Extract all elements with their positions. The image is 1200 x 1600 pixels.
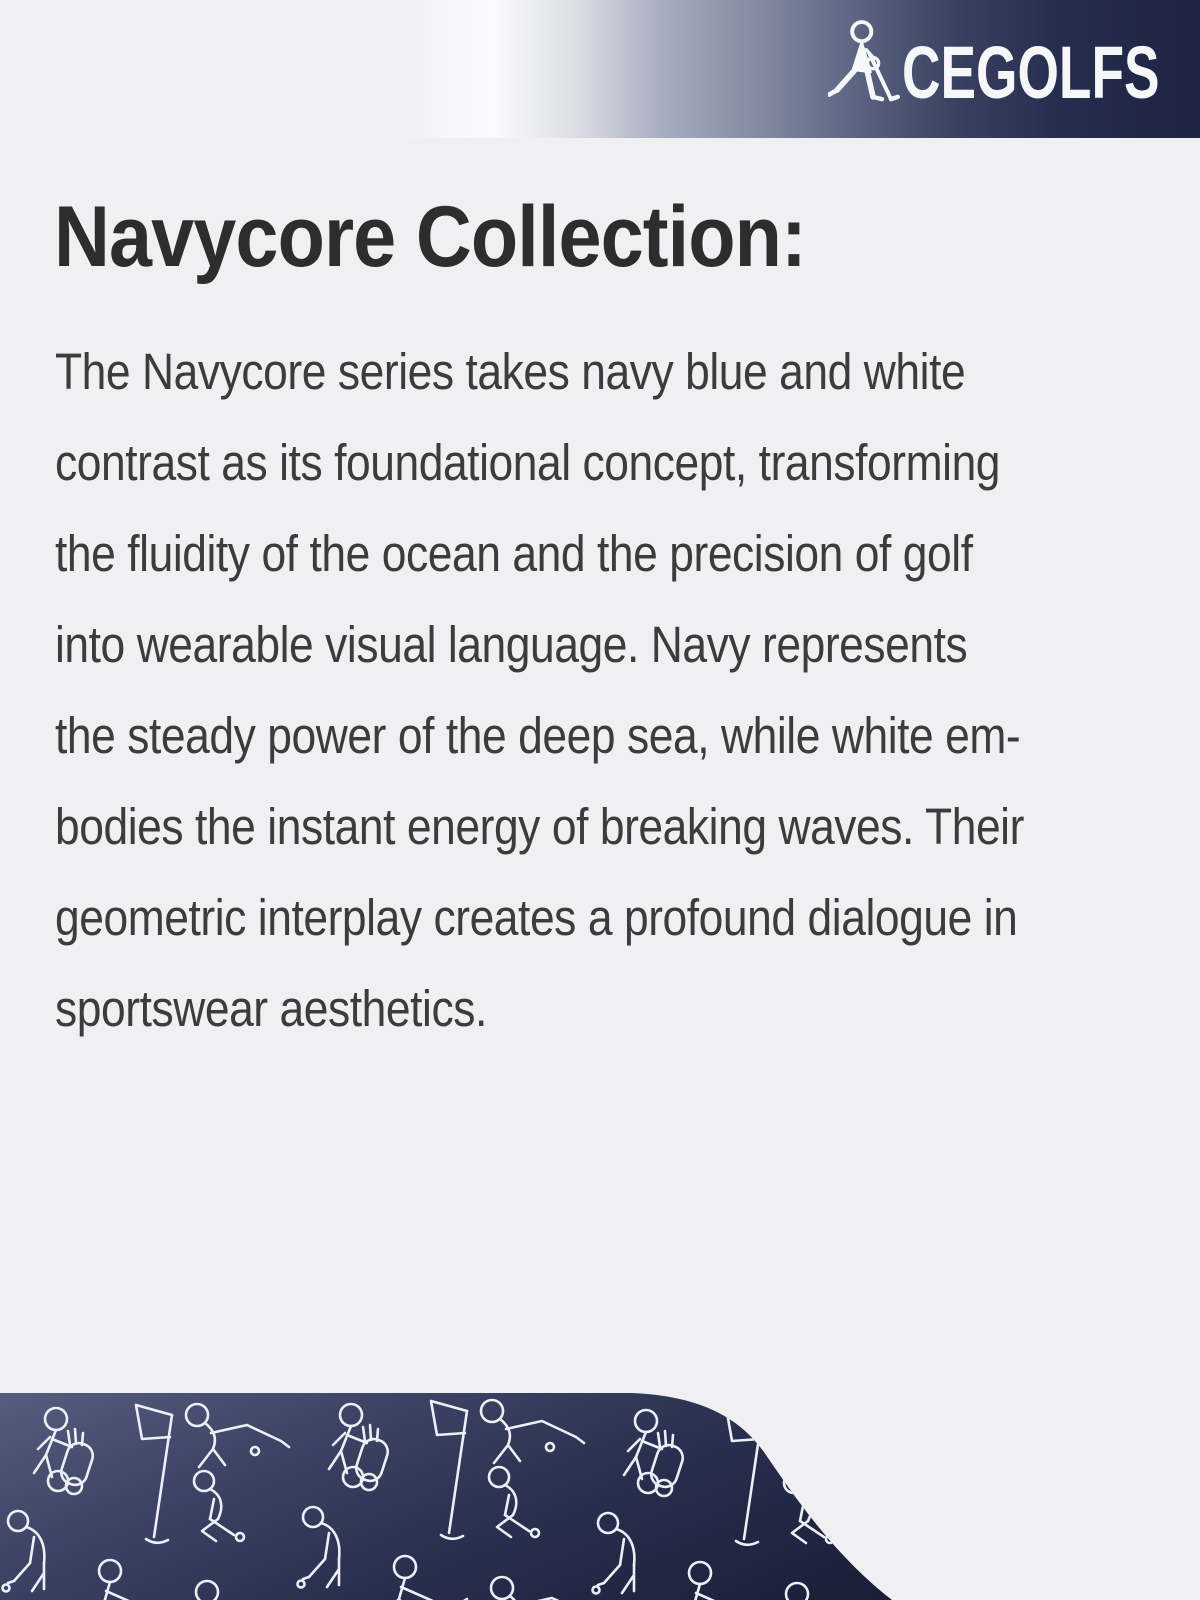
brand-logo xyxy=(828,20,1164,122)
golfer-stick-figure-icon xyxy=(828,20,900,122)
body-line: into wearable visual language. Navy represents xyxy=(55,616,968,673)
body-line: contrast as its foundational concept, transforming xyxy=(55,434,1001,491)
body-line: sportswear aesthetics. xyxy=(55,980,487,1037)
golfer-doodles-pattern xyxy=(0,1393,1200,1600)
top-banner xyxy=(0,0,1200,138)
body-line: the steady power of the deep sea, while white em- xyxy=(55,707,1021,764)
title-wrap xyxy=(54,190,889,310)
logo-text: CEGOLFS xyxy=(902,31,1160,114)
logo-text-wrap xyxy=(902,31,1164,114)
body-paragraph xyxy=(55,326,1200,1054)
body-line: the fluidity of the ocean and the precision of golf xyxy=(55,525,973,582)
bottom-band xyxy=(0,1393,1200,1600)
body-line: bodies the instant energy of breaking waves. Their xyxy=(55,798,1024,855)
page-title: Navycore Collection: xyxy=(54,189,806,285)
body-line: The Navycore series takes navy blue and white xyxy=(55,343,966,400)
body-line: geometric interplay creates a profound dialogue in xyxy=(55,889,1018,946)
